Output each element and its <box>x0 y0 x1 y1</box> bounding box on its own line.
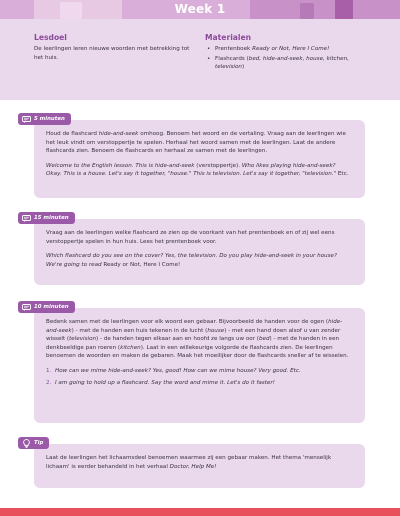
card-body <box>46 229 353 275</box>
materialen-item: • Flashcards (bed, hide-and-seek, house, kitchen, television) <box>205 55 370 72</box>
activity-card <box>34 219 365 285</box>
card-body <box>46 454 353 477</box>
page-title: Week 1 <box>174 2 226 16</box>
chat-icon <box>21 214 31 222</box>
duration-tag <box>18 301 75 313</box>
example-dialogue: Welcome to the English lesson. This is hide-and-seek (verstoppertje). Who likes playing hide-and-seek? Okay. This is a house. Let's say it together, "house." This is television. Let's say it together, "television." Etc. <box>46 162 349 178</box>
instruction-text: Bedenk samen met de leerlingen voor elk woord een gebaar. Bijvoorbeeld de handen voor de ogen (hide-and-seek) - met de handen een huis tekenen in de lucht (house) - met een hand doen alsof u van zender wisselt (television) - de handen tegen elkaar aan en hoofd ze langs uw oor (bed) - met de handen in een denkbeeldige pan roeren (kitchen). Laat in een willekeurige volgorde de flashcards zien. De leerlingen benoemen de woorden en maken de gebaren. Maak het moeilijker door de flashcards sneller af te wisselen. <box>46 319 349 360</box>
materialen-heading: Materialen <box>205 33 252 42</box>
activity-card <box>34 120 365 198</box>
tip-label: Tip <box>34 440 44 446</box>
tip-tag <box>18 437 49 449</box>
card-body <box>46 318 353 390</box>
materialen-block <box>205 33 370 73</box>
lesdoel-heading: Lesdoel <box>34 33 67 42</box>
header-banner <box>0 0 400 19</box>
activity-card <box>34 308 365 423</box>
lesdoel-text: De leerlingen leren nieuwe woorden met betrekking tot het huis. <box>34 46 190 61</box>
example-dialogue: Which flashcard do you see on the cover? Yes, the television. Do you play hide-and-seek in your house? We're going to read Ready or Not, Here I Come! <box>46 253 337 268</box>
footer-bar <box>0 508 400 516</box>
lesdoel-block <box>34 33 194 63</box>
duration-label: 15 minuten <box>34 215 69 221</box>
duration-tag <box>18 212 75 224</box>
duration-tag <box>18 113 71 125</box>
tip-card <box>34 444 365 488</box>
tip-text: Laat de leerlingen het lichaamsdeel benoemen waarmee zij een gebaar maken. Het thema 'menselijk lichaam' is eerder behandeld in het verhaal Doctor, Help Me! <box>46 455 332 470</box>
materialen-list <box>205 45 370 72</box>
intro-section <box>0 19 400 100</box>
question-item: 1. How can we mime hide-and-seek? Yes, good! How can we mime house? Very good. Etc. <box>46 367 301 374</box>
card-body <box>46 130 353 185</box>
duration-label: 10 minuten <box>34 304 69 310</box>
question-list <box>46 367 353 387</box>
duration-label: 5 minuten <box>34 116 65 122</box>
instruction-text: Houd de flashcard hide-and-seek omhoog. Benoem het woord en de vertaling. Vraag aan de leerlingen wie het leuk vindt om verstoppertje te spelen. Herhaal het woord samen met de leerlingen. Laat de andere flashcards zien. Benoem de flashcards en herhaal ze samen met de leerlingen. <box>46 131 346 155</box>
materialen-item: • Prentenboek Ready or Not, Here I Come! <box>205 45 370 54</box>
chat-icon <box>21 115 31 123</box>
chat-icon <box>21 303 31 311</box>
lightbulb-icon <box>21 439 31 447</box>
question-item: 2. I am going to hold up a flashcard. Say the word and mime it. Let's do it faster! <box>46 379 275 386</box>
instruction-text: Vraag aan de leerlingen welke flashcard ze zien op de voorkant van het prentenboek en of zij wel eens verstoppertje spelen in hun huis. Lees het prentenboek voor. <box>46 230 335 245</box>
